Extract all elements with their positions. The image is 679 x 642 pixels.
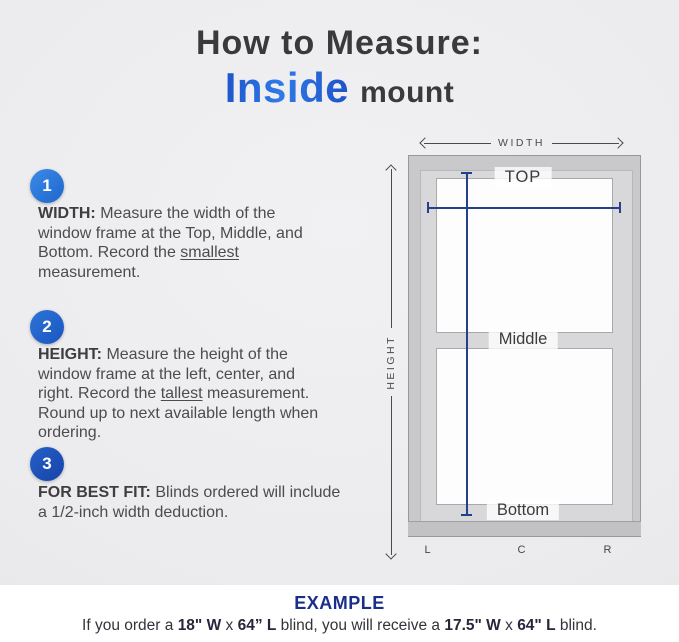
example-text: x [500,617,518,634]
example-sentence [0,617,679,635]
step-2-underlined-word: tallest [160,385,203,402]
height-dimension-arrow [384,166,398,558]
step-3-number-badge: 3 [30,447,64,481]
page-title: How to Measure: [195,24,484,62]
step-2-text-end: measurement. Round up to next available length when ordering. [38,385,319,441]
arrow-line [552,143,619,144]
example-text: blind. [555,617,597,634]
label-middle: Middle [489,329,558,349]
example-section [0,585,679,642]
example-text: x [221,617,238,634]
subtitle-suffix: mount [360,76,455,109]
step-3-text: Blinds ordered will include a 1/2-inch width deduction. [38,484,341,521]
step-2-number-badge: 2 [30,310,64,344]
example-text: If you order a [82,617,178,634]
example-ordered-size: 18" W [177,617,222,634]
width-measure-line [427,202,621,213]
arrow-right-icon [612,137,623,148]
step-1-instructions [38,204,380,282]
label-left: L [424,544,432,556]
step-3-lead: FOR BEST FIT: [38,484,151,501]
step-1-text-end: measurement. [38,263,141,281]
page-subtitle [0,64,679,112]
step-2-text: Measure the height of the window frame at the left, center, and right. Record the [38,346,296,402]
step-1-number-badge: 1 [30,169,64,203]
height-measure-line [461,172,472,516]
step-1-lead: WIDTH: [38,205,96,222]
arrow-down-icon [385,548,396,559]
example-received-size: 17.5" W [444,617,501,634]
example-heading: EXAMPLE [294,593,385,613]
header [0,24,679,112]
label-bottom: Bottom [487,500,559,520]
label-top: TOP [495,167,552,187]
height-dimension-label: HEIGHT [385,334,397,390]
example-text: blind, you will receive a [276,617,445,634]
step-1-underlined-word: smallest [180,244,239,261]
step-1-text: Measure the width of the window frame at the Top, Middle, and Bottom. Record the [38,205,303,261]
window-sill [408,521,641,537]
example-ordered-length: 64” L [237,617,277,634]
step-2-instructions [38,345,380,443]
arrow-left-icon [419,137,430,148]
step-2-lead: HEIGHT: [38,346,102,363]
label-center: C [517,544,527,556]
step-3-instructions [38,483,380,522]
arrow-line [391,396,392,555]
arrow-up-icon [385,164,396,175]
arrow-line [424,143,491,144]
label-right: R [603,544,613,556]
example-received-length: 64" L [517,617,556,634]
width-dimension-label: WIDTH [498,137,545,149]
width-dimension-arrow [421,137,622,149]
arrow-line [391,169,392,328]
subtitle-highlight: Inside [224,64,350,111]
